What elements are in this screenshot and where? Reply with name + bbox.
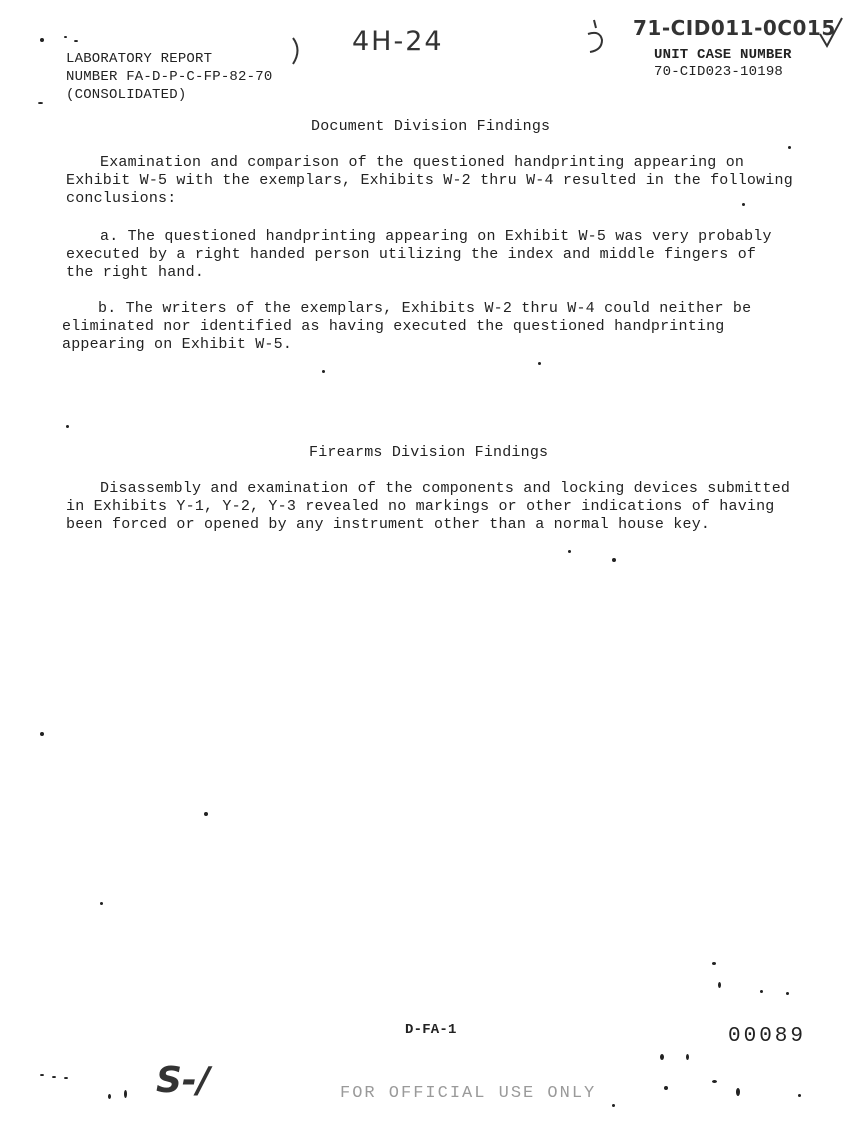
scan-speck xyxy=(124,1090,127,1098)
firearms-line: in Exhibits Y-1, Y-2, Y-3 revealed no markings or other indications of having xyxy=(66,498,775,515)
handwritten-squiggle-icon xyxy=(584,18,608,58)
document-division-heading: Document Division Findings xyxy=(311,118,551,135)
page-number: 00089 xyxy=(728,1025,807,1048)
scan-speck xyxy=(786,992,789,995)
scan-speck xyxy=(686,1054,689,1060)
scan-speck xyxy=(712,1080,717,1083)
item-b-line: b. The writers of the exemplars, Exhibits W-2 thru W-4 could neither be xyxy=(98,300,752,317)
scan-speck xyxy=(612,558,616,562)
scan-speck xyxy=(322,370,325,373)
scan-speck xyxy=(568,550,571,553)
scan-speck xyxy=(108,1094,111,1099)
handwritten-mark: S-/ xyxy=(156,1060,211,1101)
scan-speck xyxy=(204,812,208,816)
handwritten-paren-icon xyxy=(290,36,304,66)
firearms-line: been forced or opened by any instrument other than a normal house key. xyxy=(66,516,711,533)
scan-speck xyxy=(718,982,721,988)
document-division-intro xyxy=(66,154,793,208)
handwritten-case-number: 71-CID011-0C015 xyxy=(633,16,836,40)
item-a-line: executed by a right handed person utilizing the index and middle fingers of xyxy=(66,246,757,263)
scan-speck xyxy=(788,146,791,149)
official-use-stamp: FOR OFFICIAL USE ONLY xyxy=(340,1084,597,1103)
scan-speck xyxy=(612,1104,615,1107)
scan-speck xyxy=(798,1094,801,1097)
scan-speck xyxy=(712,962,716,965)
scan-speck xyxy=(538,362,541,365)
scan-speck xyxy=(64,1077,68,1079)
intro-line: conclusions: xyxy=(66,190,177,207)
intro-line: Examination and comparison of the questioned handprinting appearing on xyxy=(100,154,745,171)
item-b-line: eliminated nor identified as having executed the questioned handprinting xyxy=(62,318,725,335)
finding-item-b xyxy=(62,300,751,354)
checkmark-icon xyxy=(818,16,844,50)
firearms-division-text xyxy=(66,480,790,534)
scan-speck xyxy=(100,902,103,905)
scan-speck xyxy=(52,1076,56,1078)
scan-speck xyxy=(736,1088,740,1096)
unit-case-label: UNIT CASE NUMBER xyxy=(654,47,792,63)
report-title: LABORATORY REPORT xyxy=(66,51,213,67)
report-consolidated: (CONSOLIDATED) xyxy=(66,87,187,103)
scan-speck xyxy=(40,1074,44,1076)
item-a-line: the right hand. xyxy=(66,264,205,281)
scan-speck xyxy=(40,732,44,736)
item-a-line: a. The questioned handprinting appearing on Exhibit W-5 was very probably xyxy=(100,228,772,245)
scan-speck xyxy=(74,40,78,42)
scan-speck xyxy=(664,1086,668,1090)
intro-line: Exhibit W-5 with the exemplars, Exhibits W-2 thru W-4 resulted in the following xyxy=(66,172,793,189)
report-number: NUMBER FA-D-P-C-FP-82-70 xyxy=(66,69,273,85)
firearms-line: Disassembly and examination of the components and locking devices submitted xyxy=(100,480,791,497)
scan-speck xyxy=(38,102,43,104)
report-header-block xyxy=(66,50,272,104)
scan-speck xyxy=(66,425,69,428)
firearms-division-heading: Firearms Division Findings xyxy=(309,444,549,461)
scan-speck xyxy=(742,203,745,206)
scan-speck xyxy=(660,1054,664,1060)
scan-speck xyxy=(760,990,763,993)
item-b-line: appearing on Exhibit W-5. xyxy=(62,336,293,353)
scan-speck xyxy=(64,36,67,38)
unit-case-number: 70-CID023-10198 xyxy=(654,64,784,80)
finding-item-a xyxy=(66,228,772,282)
scan-speck xyxy=(40,38,44,42)
handwritten-annotation-center: 4H-24 xyxy=(352,26,444,57)
form-code: D-FA-1 xyxy=(405,1022,457,1038)
